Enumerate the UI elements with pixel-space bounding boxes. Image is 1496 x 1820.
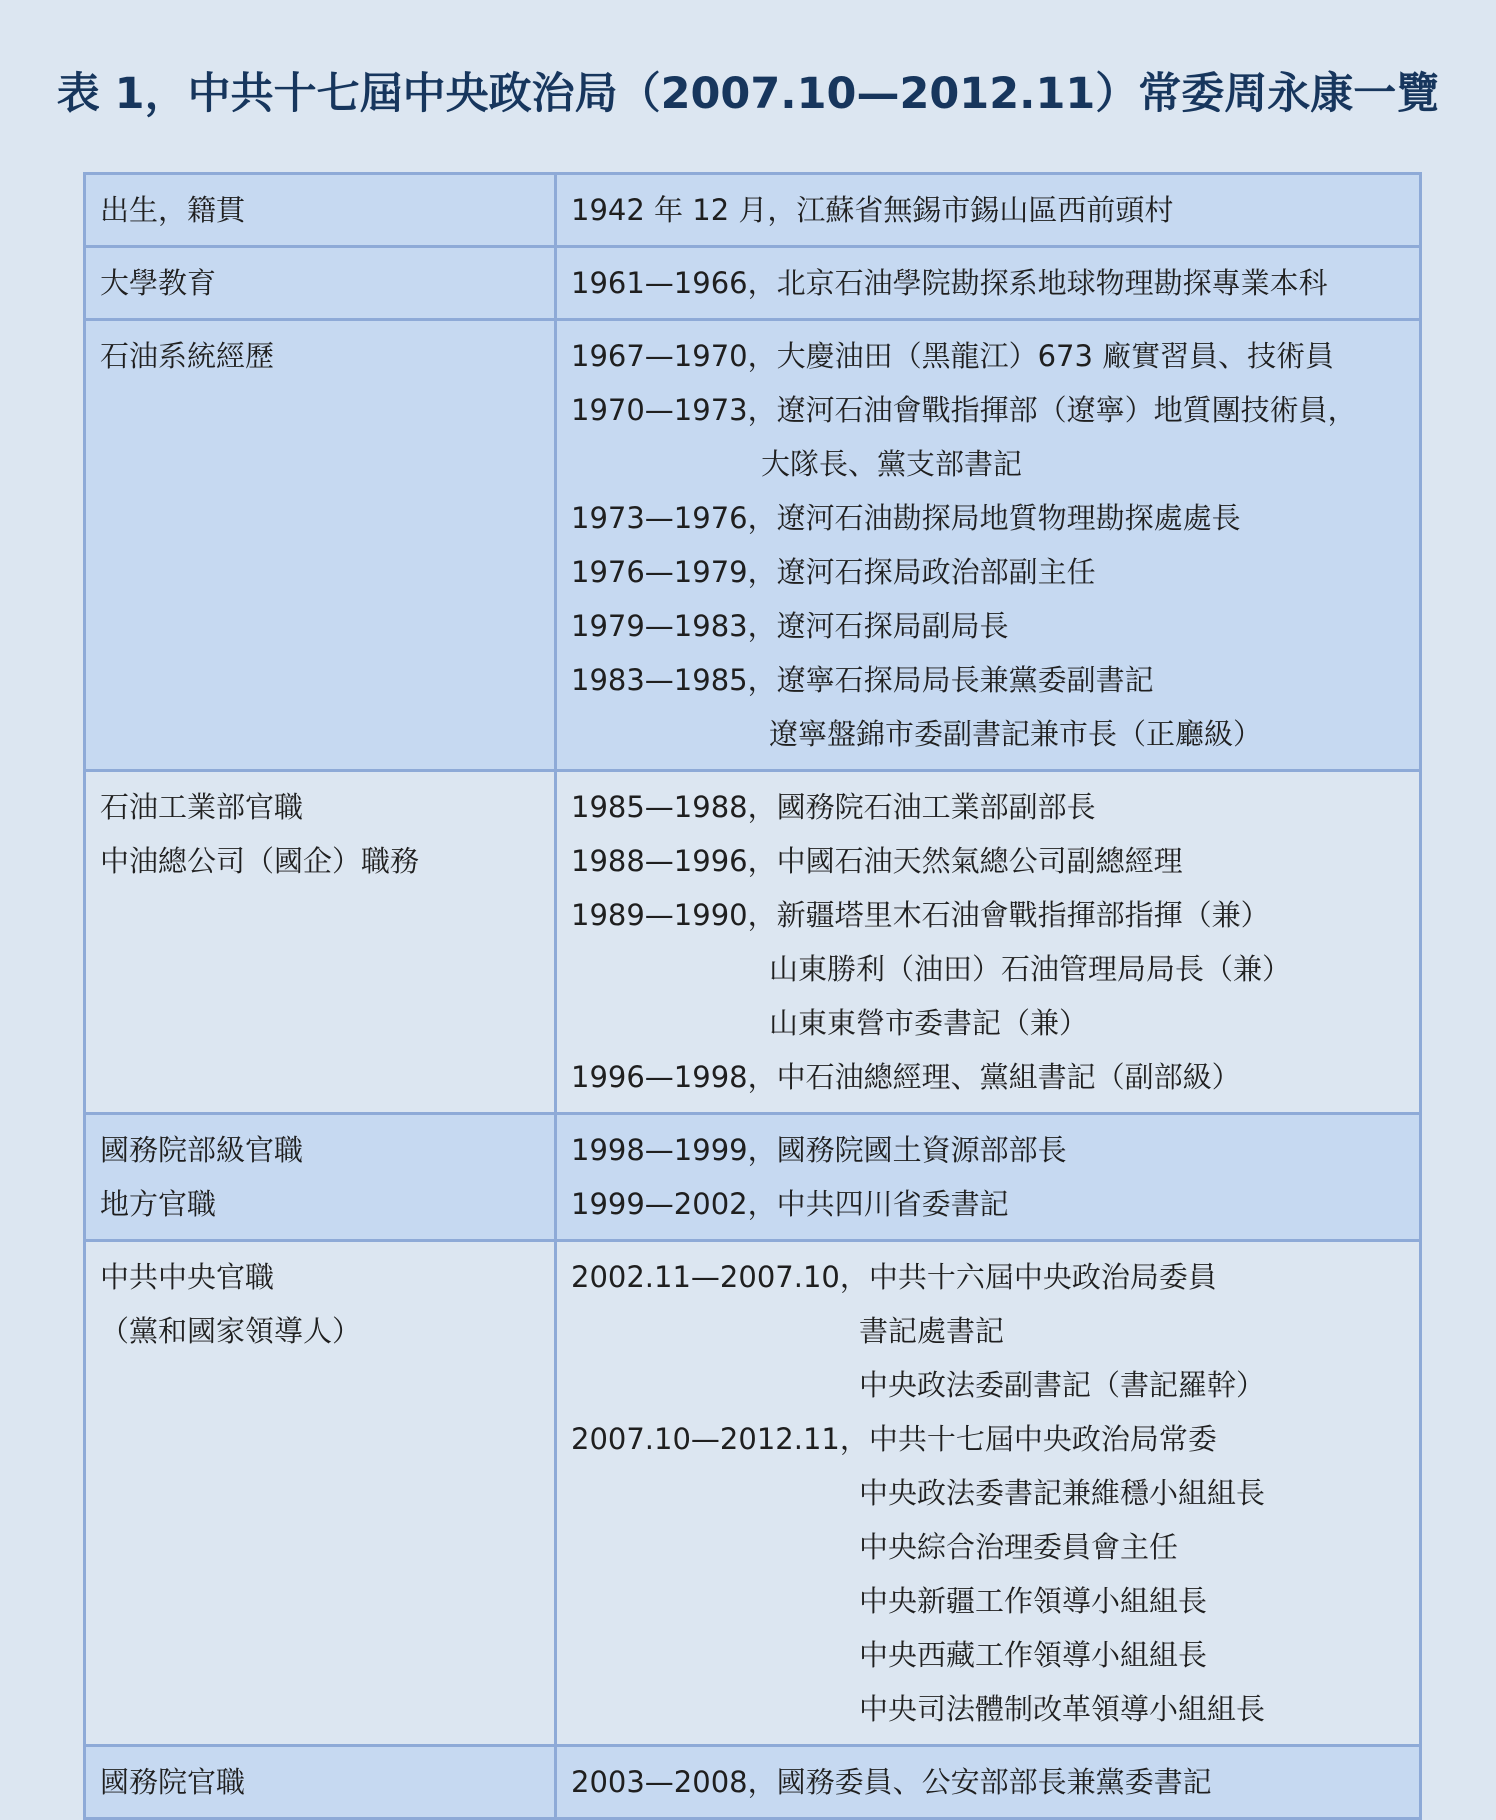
table-row	[85, 320, 1421, 771]
profile-table	[83, 172, 1422, 1820]
content-line: 1961—1966，北京石油學院勘探系地球物理勘探專業本科	[571, 266, 1328, 300]
label-line: 石油工業部官職	[100, 790, 304, 824]
content-line: 1996—1998，中石油總經理、黨組書記（副部級）	[571, 1060, 1241, 1094]
row-content	[556, 771, 1421, 1114]
content-line: 1967—1970，大慶油田（黑龍江）673 廠實習員、技術員	[571, 339, 1335, 373]
content-line: 大隊長、黨支部書記	[761, 447, 1023, 481]
content-line: 1998—1999，國務院國土資源部部長	[571, 1133, 1067, 1167]
label-line: 石油系統經歷	[100, 339, 275, 373]
label-line: 中油總公司（國企）職務	[100, 844, 420, 878]
content-line: 中央西藏工作領導小組組長	[859, 1638, 1208, 1672]
row-content	[556, 1241, 1421, 1746]
content-line: 中央新疆工作領導小組組長	[859, 1584, 1208, 1618]
content-line: 中央政法委副書記（書記羅幹）	[859, 1368, 1266, 1402]
row-label	[85, 771, 556, 1114]
label-line: 國務院官職	[100, 1765, 246, 1799]
row-content	[556, 174, 1421, 247]
content-line: 書記處書記	[859, 1314, 1005, 1348]
row-label	[85, 247, 556, 320]
content-line: 1999—2002，中共四川省委書記	[571, 1187, 1009, 1221]
content-line: 中央司法體制改革領導小組組長	[859, 1692, 1266, 1726]
content-line: 1988—1996，中國石油天然氣總公司副總經理	[571, 844, 1183, 878]
table-row	[85, 1746, 1421, 1819]
content-line: 1979—1983，遼河石探局副局長	[571, 609, 1009, 643]
row-label	[85, 174, 556, 247]
label-line: （黨和國家領導人）	[100, 1314, 362, 1348]
label-line: 中共中央官職	[100, 1260, 275, 1294]
row-label	[85, 1241, 556, 1746]
content-line: 1973—1976，遼河石油勘探局地質物理勘探處處長	[571, 501, 1241, 535]
table-row	[85, 247, 1421, 320]
content-line: 1983—1985，遼寧石探局局長兼黨委副書記	[571, 663, 1154, 697]
label-line: 國務院部級官職	[100, 1133, 304, 1167]
table-row	[85, 1114, 1421, 1241]
row-content	[556, 247, 1421, 320]
content-line: 2003—2008，國務委員、公安部部長兼黨委書記	[571, 1765, 1212, 1799]
label-line: 地方官職	[100, 1187, 217, 1221]
row-content	[556, 320, 1421, 771]
content-line: 1976—1979，遼河石探局政治部副主任	[571, 555, 1096, 589]
row-label	[85, 320, 556, 771]
table-title: 表 1，中共十七屆中央政治局（2007.10—2012.11）常委周永康一覽	[56, 69, 1440, 119]
row-label	[85, 1114, 556, 1241]
label-line: 出生，籍貫	[100, 193, 246, 227]
content-line: 1970—1973，遼河石油會戰指揮部（遼寧）地質團技術員，	[571, 393, 1357, 427]
row-content	[556, 1114, 1421, 1241]
content-line: 山東勝利（油田）石油管理局局長（兼）	[769, 952, 1292, 986]
row-label	[85, 1746, 556, 1819]
content-line: 遼寧盤錦市委副書記兼市長（正廳級）	[769, 717, 1263, 751]
content-line: 1942 年 12 月，江蘇省無錫市錫山區西前頭村	[571, 193, 1174, 227]
table-row	[85, 174, 1421, 247]
content-line: 山東東營市委書記（兼）	[769, 1006, 1089, 1040]
label-line: 大學教育	[100, 266, 217, 300]
row-content	[556, 1746, 1421, 1819]
content-line: 2002.11—2007.10，中共十六屆中央政治局委員	[571, 1260, 1217, 1294]
table-row	[85, 771, 1421, 1114]
content-line: 中央政法委書記兼維穩小組組長	[859, 1476, 1266, 1510]
content-line: 中央綜合治理委員會主任	[859, 1530, 1179, 1564]
table-row	[85, 1241, 1421, 1746]
content-line: 1989—1990，新疆塔里木石油會戰指揮部指揮（兼）	[571, 898, 1270, 932]
content-line: 1985—1988，國務院石油工業部副部長	[571, 790, 1096, 824]
content-line: 2007.10—2012.11，中共十七屆中央政治局常委	[571, 1422, 1217, 1456]
